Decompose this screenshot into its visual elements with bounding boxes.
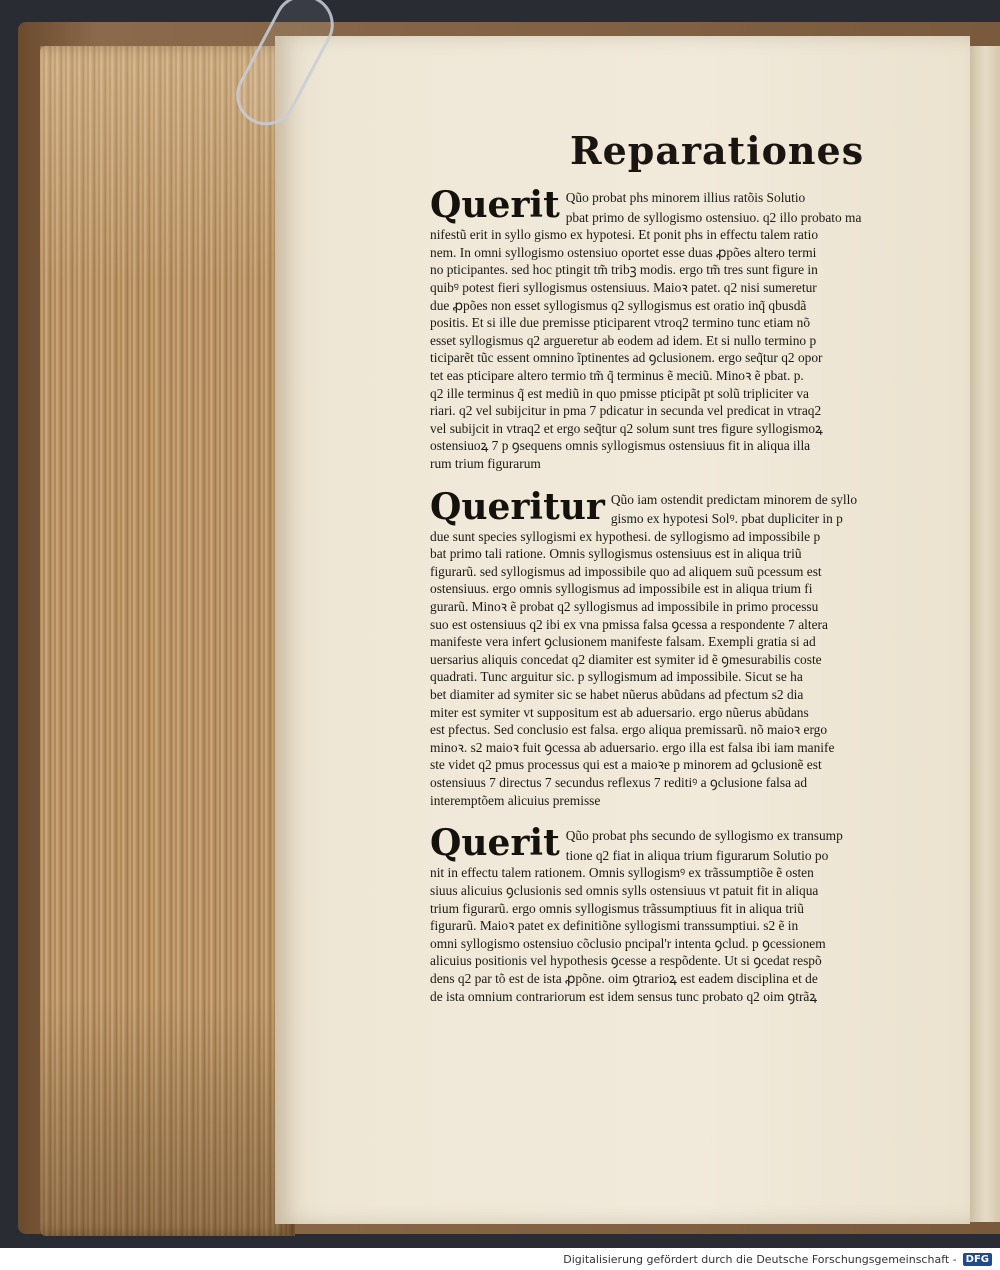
footer-credit: Digitalisierung gefördert durch die Deutsche Forschungsgemeinschaft - xyxy=(563,1252,957,1266)
paragraph-head xyxy=(430,184,930,226)
text-line: nifestũ erit in syllo gismo ex hypotesi. Et ponit phs in effectu talem ratio xyxy=(430,227,819,243)
paragraphs xyxy=(430,184,930,1005)
text-line: nem. In omni syllogismo ostensiuo oportet esse duas ꝓpões altero termi xyxy=(430,244,817,260)
facing-page-edge xyxy=(970,46,1000,1222)
text-line: due ꝓpões non esset syllogismus q2 syllogismus est oratio inq̃ qbusdã xyxy=(430,297,807,313)
text-line: rum trium figurarum xyxy=(430,455,541,471)
text-line: suo est ostensiuus q2 ibi ex vna pmissa falsa ꝯcessa a respondente 7 altera xyxy=(430,616,828,632)
text-block xyxy=(430,128,930,1021)
text-line: Qũo probat phs secundo de syllogismo ex transump xyxy=(565,828,843,844)
paragraph-head xyxy=(430,822,930,865)
text-line: nit in effectu talem rationem. Omnis syllogismꝰ ex trãssumptiõe ẽ osten xyxy=(430,865,814,881)
text-line: quibꝰ potest fieri syllogismus ostensiuus. Maioꝛ patet. q2 nisi sumeretur xyxy=(430,279,817,295)
text-line: q2 ille terminus q̃ est mediũ in quo pmisse pticipãt pt solũ tripliciter va xyxy=(430,385,809,401)
text-line: trium figurarũ. ergo omnis syllogismus trãssumptiuus fit in aliqua triũ xyxy=(430,900,804,916)
text-line: ostensiuoꝝ 7 p ꝯsequens omnis syllogismus ostensiuus fit in aliqua illa xyxy=(430,438,811,454)
paragraph-head xyxy=(430,485,930,528)
text-line: pbat primo de syllogismo ostensiuo. q2 illo probato ma xyxy=(565,209,862,225)
paragraph xyxy=(430,822,930,1005)
text-line: manifeste vera infert ꝯclusionem manifeste falsam. Exempli gratia si ad xyxy=(430,634,816,650)
text-line: siuus alicuius ꝯclusionis sed omnis sylls ostensiuus vt patuit fit in aliqua xyxy=(430,882,819,898)
text-line: ticiparẽt tũc essent omnino ĩptinentes ad ꝯclusionem. ergo seq̃tur q2 opor xyxy=(430,350,823,366)
text-line: Qũo probat phs minorem illius ratõis Solutio xyxy=(565,190,806,205)
text-line: omni syllogismo ostensiuo cõclusio pncipal'r intenta ꝯclud. p ꝯcessionem xyxy=(430,935,826,951)
initial-word: Queritur xyxy=(430,485,605,528)
head-lines xyxy=(566,187,862,226)
text-line: figurarũ. sed syllogismus ad impossibile quo ad aliquem suũ pcessum est xyxy=(430,563,822,579)
text-line: due sunt species syllogismi ex hypothesi. de syllogismo ad impossibile p xyxy=(430,528,821,544)
paragraph xyxy=(430,184,930,473)
text-line: dens q2 par tõ est de ista ꝓpõne. oim ꝯtrarioꝝ est eadem disciplina et de xyxy=(430,970,818,986)
text-line: esset syllogismus q2 argueretur ab eodem ad idem. Et si nullo termino p xyxy=(430,332,817,348)
text-line: tet eas pticipare altero termio tm̃ q̃ terminus ẽ meciũ. Minoꝛ ẽ pbat. p. xyxy=(430,367,804,383)
text-line: riari. q2 vel subijcitur in pma 7 pdicatur in secunda vel predicat in vtraq2 xyxy=(430,403,822,419)
text-line: Qũo iam ostendit predictam minorem de syllo xyxy=(610,491,858,507)
paragraph xyxy=(430,485,930,810)
text-line: ostensiuus. ergo omnis syllogismus ad impossibile est in aliqua trium fi xyxy=(430,581,813,597)
text-line: uersarius aliquis concedat q2 diamiter est symiter id ẽ ꝯmesurabilis coste xyxy=(430,651,822,667)
initial-word: Querit xyxy=(430,822,560,865)
head-lines xyxy=(566,825,843,864)
text-line: gurarũ. Minoꝛ ẽ probat q2 syllogismus ad impossibile in primo processu xyxy=(430,599,819,615)
text-line: ste videt q2 pmus processus qui est a maioꝛe p minorem ad ꝯclusionẽ est xyxy=(430,757,822,773)
text-line: minoꝛ. s2 maioꝛ fuit ꝯcessa ab aduersario. ergo illa est falsa ibi iam manife xyxy=(430,739,835,755)
dfg-logo-icon: DFG xyxy=(963,1253,992,1266)
head-lines xyxy=(611,489,857,528)
text-line: est pfectus. Sed conclusio est falsa. ergo aliqua premissarũ. nõ maioꝛ ergo xyxy=(430,722,828,738)
text-line: gismo ex hypotesi Solꝰ. pbat dupliciter in p xyxy=(610,511,843,527)
text-line: positis. Et si ille due premisse pticiparent vtroq2 termino tunc etiam nõ xyxy=(430,315,811,331)
text-line: bat primo tali ratione. Omnis syllogismus ostensiuus est in aliqua triũ xyxy=(430,546,802,562)
text-line: bet diamiter ad symiter sic se habet nũerus abũdans ad pfectum s2 dia xyxy=(430,687,804,703)
text-line: ostensiuus 7 directus 7 secundus reflexus 7 reditiꝰ a ꝯclusione falsa ad xyxy=(430,775,808,790)
text-line: quadrati. Tunc arguitur sic. p syllogismum ad impossibile. Sicut se ha xyxy=(430,669,803,685)
text-line: vel subijcit in vtraq2 et ergo seq̃tur q2 solum sunt tres figure syllogismoꝝ xyxy=(430,420,823,436)
running-head: Reparationes xyxy=(570,128,865,173)
footer xyxy=(0,1248,1000,1270)
text-line: figurarũ. Maioꝛ patet ex definitiõne syllogismi transsumptiui. s2 ẽ in xyxy=(430,918,799,934)
text-line: alicuius positionis vel hypothesis ꝯcesse a respõdente. Ut si ꝯcedat respõ xyxy=(430,953,822,969)
text-line: interemptõem alicuius premisse xyxy=(430,792,601,808)
text-line: tione q2 fiat in aliqua trium figurarum Solutio po xyxy=(565,847,829,863)
text-line: de ista omnium contrariorum est idem sensus tunc probato q2 oim ꝯtrãꝝ xyxy=(430,988,818,1004)
text-line: no pticipantes. sed hoc ptingit tm̃ tribꝫ modis. ergo tm̃ tres sunt figure in xyxy=(430,262,818,278)
page-fore-edge xyxy=(40,46,295,1236)
initial-word: Querit xyxy=(430,184,560,226)
text-line: miter est symiter vt suppositum est ab aduersario. ergo nũerus abũdans xyxy=(430,704,809,720)
